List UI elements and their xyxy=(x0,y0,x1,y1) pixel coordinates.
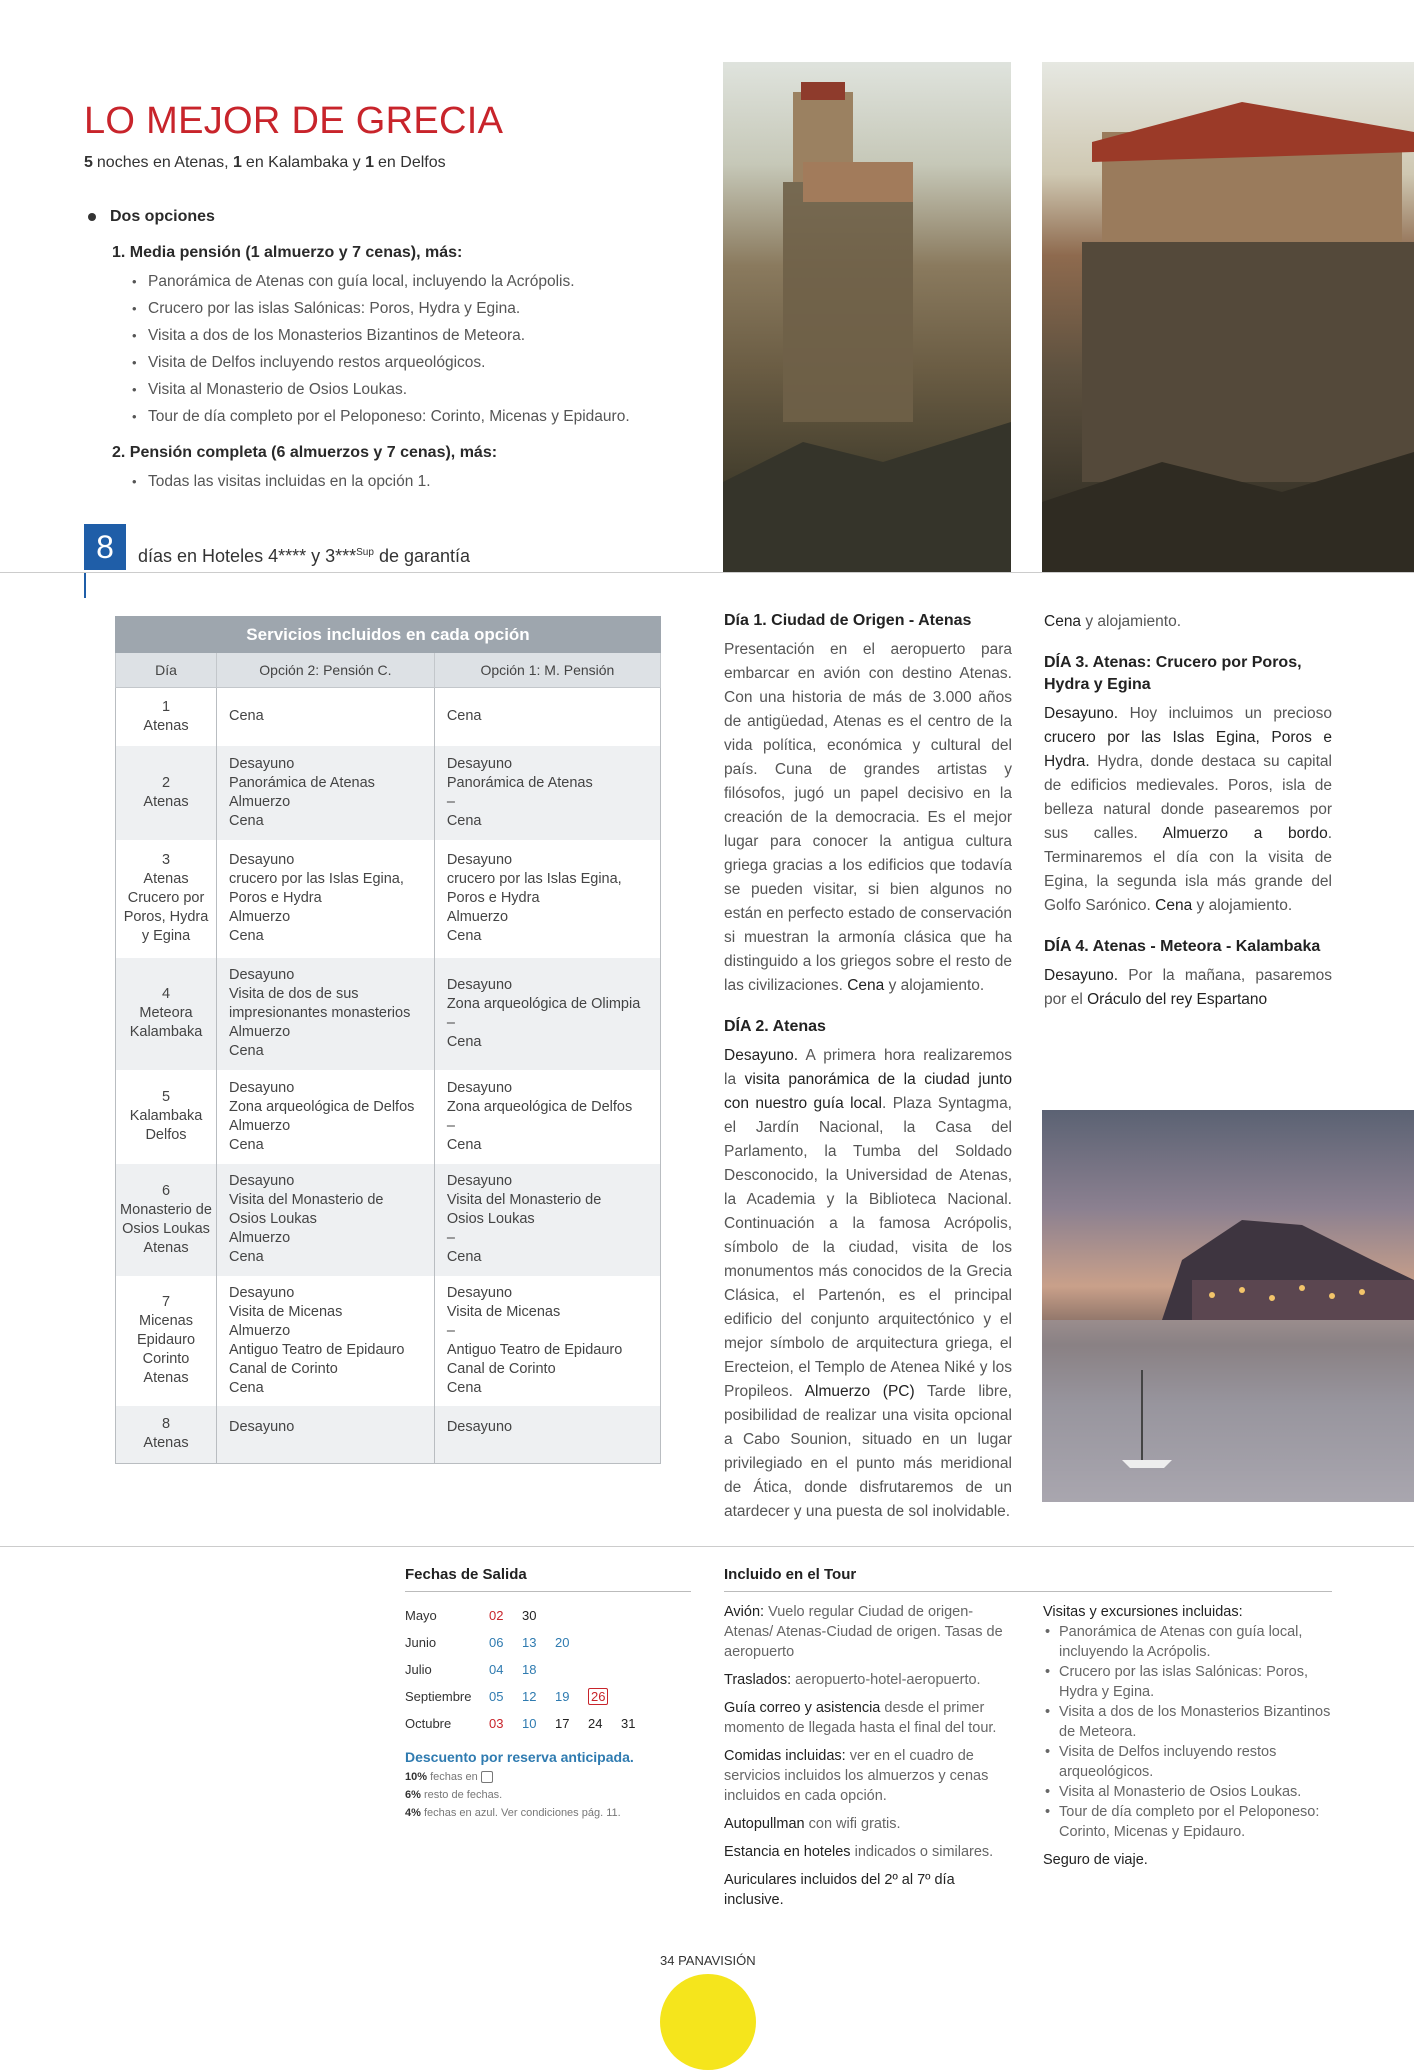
departure-day-value: 04 xyxy=(489,1662,504,1677)
table-row xyxy=(116,840,661,958)
departure-day xyxy=(555,1635,588,1650)
included-item xyxy=(724,1746,1013,1806)
page-number xyxy=(660,1953,756,1968)
list-item: • Panorámica de Atenas con guía local, incluyendo la Acrópolis. xyxy=(132,268,684,295)
media-pension-cell: Desayuno Zona arqueológica de Delfos – Cena xyxy=(434,1070,660,1164)
day-2-body-end: y alojamiento. xyxy=(1081,613,1182,630)
month-label: Mayo xyxy=(405,1608,437,1623)
dates-table xyxy=(405,1602,691,1737)
excursions-title: Visitas y excursiones incluidas: xyxy=(1043,1604,1243,1620)
departure-day-value: 31 xyxy=(621,1716,636,1731)
media-pension-cell: Desayuno Zona arqueológica de Olimpia – Cena xyxy=(434,958,660,1070)
table-row xyxy=(116,688,661,746)
included-text: aeropuerto-hotel-aeropuerto. xyxy=(791,1672,981,1688)
day-1-text xyxy=(724,638,1012,998)
media-pension-cell: Desayuno xyxy=(434,1406,660,1464)
nights-count: 1 xyxy=(365,154,375,171)
day-2-highlight: visita panorámica de la ciudad junto con nuestro guía local xyxy=(724,1071,1012,1112)
day-4-highlight: Oráculo del rey Espartano xyxy=(1087,991,1268,1008)
table-row xyxy=(116,958,661,1070)
included-key: Auriculares incluidos del 2º al 7º día inclusive. xyxy=(724,1872,955,1908)
harbor-illustration xyxy=(1042,1110,1414,1502)
dates-row xyxy=(405,1602,691,1629)
day-3-body-c: . Terminaremos el día con la visita de Egina, la segunda isla más grande del Golfo Sarónico. xyxy=(1044,825,1332,914)
option-1-list xyxy=(132,268,684,430)
departure-day xyxy=(489,1608,522,1623)
departure-day xyxy=(588,1716,621,1731)
included-item xyxy=(724,1842,1013,1862)
list-item: • Visita al Monasterio de Osios Loukas. xyxy=(132,376,684,403)
departure-day-value: 26 xyxy=(588,1688,608,1705)
departure-dates xyxy=(405,1566,691,1819)
pension-completa-cell: Desayuno Visita de Micenas Almuerzo Antiguo Teatro de Epidauro Canal de Corinto Cena xyxy=(217,1276,435,1406)
harbor-photo xyxy=(1042,1110,1414,1502)
list-item: • Visita a dos de los Monasterios Bizantinos de Meteora. xyxy=(132,322,684,349)
discount-text: resto de fechas. xyxy=(423,1789,503,1802)
day-3-lunch: Almuerzo a bordo xyxy=(1162,825,1328,842)
days-text-b: de garantía xyxy=(373,546,471,566)
options-heading: Dos opciones xyxy=(84,208,684,226)
discount-text: fechas en xyxy=(430,1771,478,1783)
day-cell: 1 Atenas xyxy=(116,688,217,746)
included-text: con wifi gratis. xyxy=(804,1816,901,1832)
pension-completa-cell: Cena xyxy=(217,688,435,746)
excursions-list xyxy=(1043,1622,1332,1842)
departure-day-value: 17 xyxy=(555,1716,570,1731)
list-item: • Tour de día completo por el Peloponeso: Corinto, Micenas y Epidauro. xyxy=(132,403,684,430)
day-3-meal: Cena xyxy=(1155,897,1193,914)
month-label: Octubre xyxy=(405,1716,452,1731)
nights-text: noches en Atenas, xyxy=(96,154,229,171)
dates-row xyxy=(405,1656,691,1683)
pension-completa-cell: Desayuno Visita del Monasterio de Osios Loukas Almuerzo Cena xyxy=(217,1164,435,1276)
included-item xyxy=(724,1670,1013,1690)
included-item xyxy=(724,1870,1013,1910)
option-2-title: 2. Pensión completa (6 almuerzos y 7 cenas), más: xyxy=(112,444,498,461)
discount-line xyxy=(405,1771,691,1783)
month-label: Septiembre xyxy=(405,1689,472,1704)
services-table xyxy=(115,616,661,1464)
included-key: Autopullman xyxy=(724,1816,805,1832)
discount-text: fechas en azul. Ver condiciones pág. 11. xyxy=(423,1807,621,1820)
month-label: Julio xyxy=(405,1662,432,1677)
departure-day xyxy=(489,1716,522,1731)
list-item: • Todas las visitas incluidas en la opción 1. xyxy=(132,468,684,495)
departure-day-value: 03 xyxy=(489,1716,504,1731)
day-cell: 5 Kalambaka Delfos xyxy=(116,1070,217,1164)
page-subtitle xyxy=(84,154,446,172)
table-caption: Servicios incluidos en cada opción xyxy=(116,617,661,653)
list-item: • Visita de Delfos incluyendo restos arqueológicos. xyxy=(1043,1742,1332,1782)
itinerary-column-2 xyxy=(1044,610,1332,1012)
day-1-body-end: y alojamiento. xyxy=(884,977,985,994)
departure-day xyxy=(489,1635,522,1650)
day-3-body: Hoy incluimos un precioso xyxy=(1118,705,1332,722)
media-pension-cell: Desayuno crucero por las Islas Egina, Poros e Hydra Almuerzo Cena xyxy=(434,840,660,958)
departure-day-value: 06 xyxy=(489,1635,504,1650)
day-1-title: Día 1. Ciudad de Origen - Atenas xyxy=(724,612,972,629)
day-3-text xyxy=(1044,702,1332,918)
dates-row xyxy=(405,1629,691,1656)
included-key: Guía correo y asistencia xyxy=(724,1700,881,1716)
included-item xyxy=(724,1602,1013,1662)
meteora-photo-1 xyxy=(723,62,1011,572)
day-cell: 7 Micenas Epidauro Corinto Atenas xyxy=(116,1276,217,1406)
day-3-breakfast: Desayuno. xyxy=(1044,705,1119,722)
days-text-a: días en Hoteles 4**** y 3*** xyxy=(138,546,357,566)
day-cell: 6 Monasterio de Osios Loukas Atenas xyxy=(116,1164,217,1276)
pension-completa-cell: Desayuno xyxy=(217,1406,435,1464)
discount-pct: 10% xyxy=(405,1771,428,1783)
departure-day-value: 13 xyxy=(522,1635,537,1650)
day-cell: 8 Atenas xyxy=(116,1406,217,1464)
month-label: Junio xyxy=(405,1635,437,1650)
included-item xyxy=(724,1698,1013,1738)
departure-day xyxy=(555,1689,588,1704)
day-2-title: DÍA 2. Atenas xyxy=(724,1018,826,1035)
days-badge: 8 xyxy=(84,524,126,570)
day-2-lunch: Almuerzo (PC) xyxy=(804,1383,915,1400)
media-pension-cell: Desayuno Visita del Monasterio de Osios Loukas – Cena xyxy=(434,1164,660,1276)
day-cell: 3 Atenas Crucero por Poros, Hydra y Egina xyxy=(116,840,217,958)
day-3-body-b: Hydra, donde destaca su capital de edificios medievales. Poros, isla de belleza natural donde pasearemos por sus calles. xyxy=(1044,753,1332,842)
departure-day xyxy=(522,1689,555,1704)
pension-completa-cell: Desayuno Panorámica de Atenas Almuerzo Cena xyxy=(217,746,435,840)
discount-line xyxy=(405,1789,691,1801)
nights-text: en Kalambaka y xyxy=(245,154,361,171)
dates-row xyxy=(405,1710,691,1737)
departure-day xyxy=(489,1662,522,1677)
days-hotels-text xyxy=(138,546,470,567)
departure-day xyxy=(588,1689,621,1704)
nights-count: 1 xyxy=(233,154,242,171)
media-pension-cell: Desayuno Panorámica de Atenas – Cena xyxy=(434,746,660,840)
box-marker-icon xyxy=(481,1771,493,1783)
table-row xyxy=(116,1276,661,1406)
brand-name: PANAVISIÓN xyxy=(678,1953,756,1968)
page-title: LO MEJOR DE GRECIA xyxy=(84,100,504,142)
nights-text: en Delfos xyxy=(378,154,446,171)
list-item: • Tour de día completo por el Peloponeso: Corinto, Micenas y Epidauro. xyxy=(1043,1802,1332,1842)
day-2-body-c: Tarde libre, posibilidad de realizar una visita opcional a Cabo Sounion, situado en un lugar privilegiado en el punto más meridional de Ática, donde disfrutaremos de un atardecer y una puesta de sol inolvidable. xyxy=(724,1383,1012,1520)
included-key: Estancia en hoteles xyxy=(724,1844,851,1860)
monastery-illustration xyxy=(1042,62,1414,572)
days-badge-line xyxy=(84,572,86,598)
day-3-body-end: y alojamiento. xyxy=(1192,897,1293,914)
option-2-list xyxy=(132,468,684,495)
included-excursions xyxy=(1043,1602,1332,1918)
nights-count: 5 xyxy=(84,154,93,171)
discount-pct: 4% xyxy=(405,1807,421,1820)
list-item: • Visita de Delfos incluyendo restos arqueológicos. xyxy=(132,349,684,376)
day-cell: 4 Meteora Kalambaka xyxy=(116,958,217,1070)
media-pension-cell: Desayuno Visita de Micenas – Antiguo Teatro de Epidauro Canal de Corinto Cena xyxy=(434,1276,660,1406)
day-2-breakfast: Desayuno. xyxy=(724,1047,799,1064)
dates-row xyxy=(405,1683,691,1710)
departure-day-value: 12 xyxy=(522,1689,537,1704)
discount-line xyxy=(405,1807,691,1819)
day-2-body-b: . Plaza Syntagma, el Jardín Nacional, la Casa del Parlamento, la Tumba del Soldado Desconocido, la Universidad de Atenas, la Academia y la Biblioteca Nacional. Continuación a la famosa Acrópolis, símbolo de la ciudad, visita de los monumentos más conocidos de la Grecia Clásica, el Partenón, es el principal edificio del conjunto arquitectónico y el mejor símbolo de arquitectura griega, el Erecteion, el Templo de Atenea Niké y los Propileos. xyxy=(724,1095,1012,1400)
day-2-text xyxy=(724,1044,1012,1524)
options-section xyxy=(84,208,684,509)
table-row xyxy=(116,1164,661,1276)
departure-day-value: 24 xyxy=(588,1716,603,1731)
departure-day xyxy=(555,1716,588,1731)
table-row xyxy=(116,1070,661,1164)
departure-day xyxy=(522,1608,555,1623)
included-text: indicados o similares. xyxy=(850,1844,994,1860)
column-header-option-2: Opción 2: Pensión C. xyxy=(217,653,435,688)
days-text-sup: Sup xyxy=(356,547,374,558)
departure-day-value: 20 xyxy=(555,1635,570,1650)
included-title: Incluido en el Tour xyxy=(724,1566,1332,1592)
departure-day-value: 10 xyxy=(522,1716,537,1731)
option-1-title: 1. Media pensión (1 almuerzo y 7 cenas), más: xyxy=(112,244,463,261)
list-item: • Crucero por las islas Salónicas: Poros, Hydra y Egina. xyxy=(132,295,684,322)
included-key: Comidas incluidas: xyxy=(724,1748,846,1764)
divider xyxy=(0,1546,1414,1547)
departure-day-value: 05 xyxy=(489,1689,504,1704)
day-3-title: DÍA 3. Atenas: Crucero por Poros, Hydra y Egina xyxy=(1044,654,1302,693)
included-key: Avión: xyxy=(724,1604,765,1620)
pension-completa-cell: Desayuno Visita de dos de sus impresionantes monasterios Almuerzo Cena xyxy=(217,958,435,1070)
discount-title: Descuento por reserva anticipada. xyxy=(405,1749,634,1765)
included-services xyxy=(724,1602,1013,1918)
departure-day xyxy=(621,1716,654,1731)
dates-title: Fechas de Salida xyxy=(405,1566,691,1592)
list-item: • Crucero por las islas Salónicas: Poros, Hydra y Egina. xyxy=(1043,1662,1332,1702)
day-2-continued xyxy=(1044,610,1332,634)
departure-day xyxy=(489,1689,522,1704)
column-header-option-1: Opción 1: M. Pensión xyxy=(434,653,660,688)
departure-day xyxy=(522,1716,555,1731)
day-4-text xyxy=(1044,964,1332,1012)
pension-completa-cell: Desayuno Zona arqueológica de Delfos Almuerzo Cena xyxy=(217,1070,435,1164)
list-item: • Visita al Monasterio de Osios Loukas. xyxy=(1043,1782,1332,1802)
departure-day-value: 02 xyxy=(489,1608,504,1623)
included-text: desde el primer momento de llegada hasta el final del tour. xyxy=(724,1700,997,1736)
included-item xyxy=(724,1814,1013,1834)
departure-day-value: 19 xyxy=(555,1689,570,1704)
table-row xyxy=(116,746,661,840)
meteora-photo-2 xyxy=(1042,62,1414,572)
day-1-body: Presentación en el aeropuerto para embarcar en avión con destino Atenas. Con una historia de más de 3.000 años de antigüedad, Atenas es el centro de la vida política, económica y cultural del país. Cuna de grandes artistas y filósofos, jugó un papel decisivo en la creación de la democracia. Es el mejor lugar para conocer la antigua cultura griega gracias a los edificios que todavía se pueden visitar, si bien algunos no están en perfecto estado de conservación si muestran la armonía clásica que ha distinguido a los griegos sobre el resto de las civilizaciones. xyxy=(724,641,1012,994)
departure-day-value: 30 xyxy=(522,1608,537,1623)
meteora-illustration xyxy=(723,62,1011,572)
media-pension-cell: Cena xyxy=(434,688,660,746)
included-text: ver en el cuadro de servicios incluidos los almuerzos y cenas incluidos en cada opción. xyxy=(724,1748,989,1804)
table-row xyxy=(116,1406,661,1464)
insurance-note: Seguro de viaje. xyxy=(1043,1852,1148,1868)
included-key: Traslados: xyxy=(724,1672,792,1688)
departure-day-value: 18 xyxy=(522,1662,537,1677)
day-1-meal: Cena xyxy=(847,977,885,994)
page-number-value: 34 xyxy=(660,1953,675,1968)
day-4-title: DÍA 4. Atenas - Meteora - Kalambaka xyxy=(1044,938,1321,955)
list-item: • Panorámica de Atenas con guía local, incluyendo la Acrópolis. xyxy=(1043,1622,1332,1662)
column-header-day: Día xyxy=(116,653,217,688)
day-2-body: A primera hora realizaremos la xyxy=(724,1047,1012,1088)
included-in-tour xyxy=(724,1566,1332,1918)
departure-day xyxy=(522,1635,555,1650)
yellow-circle-decoration xyxy=(660,1974,756,2070)
day-4-breakfast: Desayuno. xyxy=(1044,967,1119,984)
included-text: Vuelo regular Ciudad de origen-Atenas/ Atenas-Ciudad de origen. Tasas de aeropuerto xyxy=(724,1604,1003,1660)
day-cell: 2 Atenas xyxy=(116,746,217,840)
list-item: • Visita a dos de los Monasterios Bizantinos de Meteora. xyxy=(1043,1702,1332,1742)
day-4-body: Por la mañana, pasaremos por el xyxy=(1044,967,1332,1008)
day-3-highlight: crucero por las Islas Egina, Poros e Hydra. xyxy=(1044,729,1332,770)
pension-completa-cell: Desayuno crucero por las Islas Egina, Poros e Hydra Almuerzo Cena xyxy=(217,840,435,958)
divider xyxy=(0,572,1414,573)
day-2-meal: Cena xyxy=(1044,613,1082,630)
discount-pct: 6% xyxy=(405,1789,421,1802)
departure-day xyxy=(522,1662,555,1677)
itinerary-column-1 xyxy=(724,610,1012,1542)
